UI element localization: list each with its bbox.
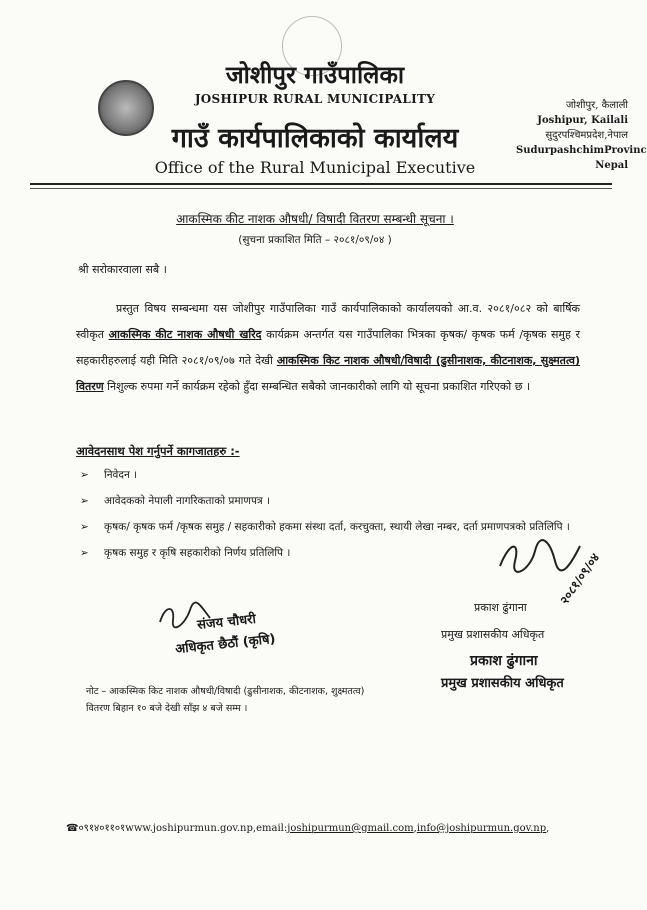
arrow-bullet-icon: ➢: [80, 469, 89, 481]
signatory-name: प्रकाश ढुंगाना: [474, 601, 527, 614]
body-text: प्रस्तुत विषय सम्बन्धमा यस जोशीपुर गाउँपालिका गाउँ कार्यपालिकाको कार्यालयको आ.व. २०८१/०८२ को बार्षिक स्वीकृत: [76, 302, 580, 341]
municipality-name-en: JOSHIPUR RURAL MUNICIPALITY: [194, 92, 436, 106]
body-highlight: आकस्मिक किट नाशक औषधी/विषादी (ढुसीनाशक, कीटनाशक, सुक्ष्मतत्व) वितरण: [76, 354, 581, 393]
documents-heading: आवेदनसाथ पेश गर्नुपर्ने कागजातहरु :-: [76, 444, 240, 458]
document-text: आवेदकको नेपाली नागरिकताको प्रमाणपत्र ।: [104, 495, 271, 507]
address-line: Nepal: [595, 160, 628, 171]
document-text: कृषक/ कृषक फर्म /कृषक समुह / सहकारीको हकमा संस्था दर्ता, करचुक्ता, स्थायी लेखा नम्बर, दर्ता प्रमाणपत्रको प्रतिलिपि ।: [104, 521, 570, 533]
signature-date-stamp: २०८१/०९/०४: [557, 550, 603, 607]
list-item: [80, 516, 580, 538]
municipality-name-np: जोशीपुर गाउँपालिका: [225, 60, 405, 89]
address-line: Joshipur, Kailali: [537, 115, 628, 126]
signatory-title-stamp: प्रमुख प्रशासकीय अधिकृत: [441, 676, 564, 691]
footer-contact: [66, 820, 549, 834]
note-line: वितरण बिहान १० बजे देखी साँझ ४ बजे सम्म ।: [86, 703, 248, 714]
signatory-name-stamp: प्रकाश ढुंगाना: [470, 653, 538, 669]
address-line: SudurpashchimProvinc: [516, 145, 647, 156]
notice-subject: आकस्मिक कीट नाशक औषधी/ विषादी वितरण सम्बन्धी सूचना ।: [176, 212, 454, 226]
left-signatory-name: संजय चौधरी: [196, 611, 257, 634]
body-highlight: आकस्मिक कीट नाशक औषधी खरिद: [108, 328, 262, 341]
published-date: (सुचना प्रकाशित मिति – २०८१/०९/०४ ): [238, 234, 392, 246]
email-link[interactable]: info@joshipurmun.gov.np: [416, 823, 547, 834]
body-text: निशुल्क रुपमा गर्ने कार्यक्रम रहेको हुँदा सम्बन्धित सबैको जानकारीको लागि यो सूचना प्रकाशित गरिएको छ ।: [103, 380, 531, 393]
document-text: निवेदन ।: [104, 469, 138, 481]
phone-number: ☎०९१४०११०१: [66, 823, 126, 834]
office-name-np: गाउँ कार्यपालिकाको कार्यालय: [171, 123, 459, 154]
notice-body: [76, 296, 580, 400]
website-link[interactable]: www.joshipurmun.gov.np,email:: [125, 823, 288, 834]
separator: ,: [546, 823, 550, 834]
document-text: कृषक समुह र कृषि सहकारीको निर्णय प्रतिलिपि ।: [104, 547, 291, 559]
arrow-bullet-icon: ➢: [80, 495, 89, 507]
header-divider: [30, 183, 612, 185]
address-line: जोशीपुर, कैलाली: [566, 100, 628, 111]
arrow-bullet-icon: ➢: [80, 521, 89, 533]
separator: ,: [413, 823, 417, 834]
note-line: नोट – आकस्मिक किट नाशक औषधी/विषादी (ढुसीनाशक, कीटनाशक, शुक्ष्मतत्व): [86, 686, 365, 697]
salutation: श्री सरोकारवाला सबै ।: [78, 263, 167, 276]
header-divider: [30, 188, 612, 189]
list-item: [80, 464, 580, 486]
left-signatory-title: अधिकृत छैठौं (कृषि): [174, 631, 277, 658]
signatory-title: प्रमुख प्रशासकीय अधिकृत: [441, 628, 545, 641]
signature-scribble: [495, 536, 585, 576]
list-item: [80, 490, 580, 512]
address-block: [516, 98, 647, 173]
arrow-bullet-icon: ➢: [80, 547, 89, 559]
body-text: कार्यक्रम अन्तर्गत यस गाउँपालिका भित्रका कृषक/ कृषक फर्म /कृषक समुह र सहकारीहरुलाई यही मिति २०८१/०९/०७ गते देखी: [76, 328, 580, 367]
address-line: सुदुरपश्चिमप्रदेश,नेपाल: [545, 130, 628, 141]
email-link[interactable]: joshipurmun@gmail.com: [287, 823, 414, 834]
office-name-en: Office of the Rural Municipal Executive: [154, 158, 476, 177]
